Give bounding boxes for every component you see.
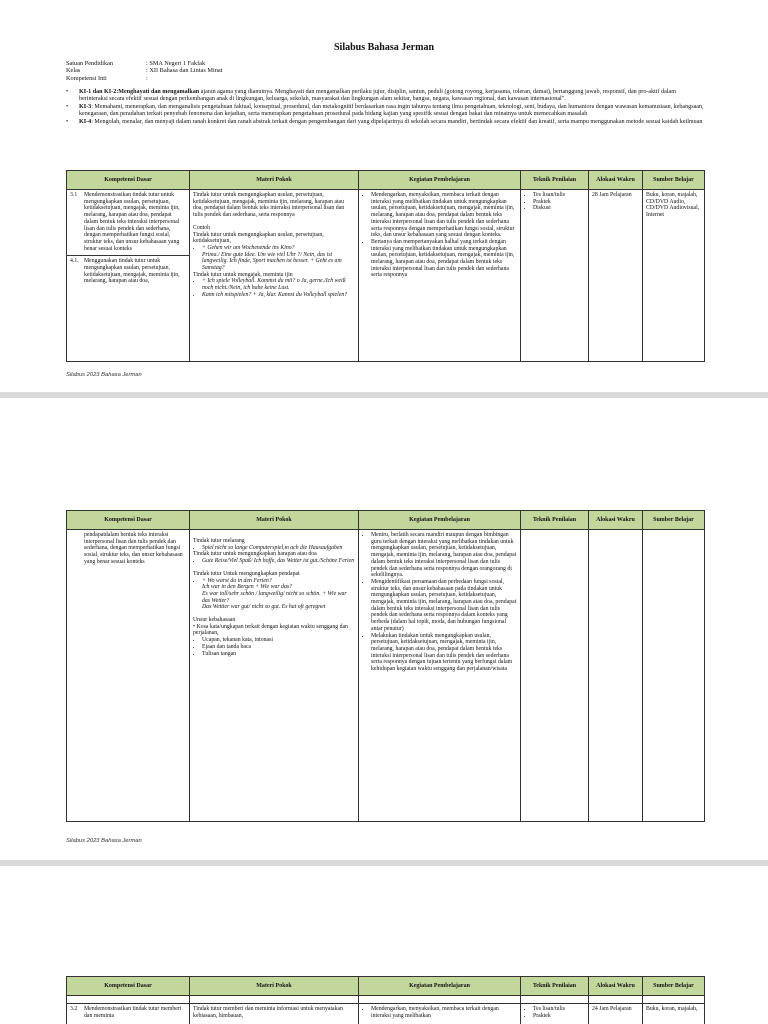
header-kegiatan: Kegiatan Pembelajaran [359, 171, 521, 190]
assessment-item: • Tes lisan/tulis [533, 1006, 585, 1013]
cell-kegiatan [359, 190, 521, 362]
assessment-item: • Diskusi [533, 205, 585, 212]
header-alokasi: Alokasi Wakru [589, 511, 643, 530]
activity-item: • Melakukan tindakan untuk mengungkapkan usulan, persetujuan, ketidaksetujuan, mengajak, meminta ijin, melarang, harapan atau doa, pendapat dalam bentuk teks interaksi interpersonal lisan dan tulis pendek dan sederhana serta responnya dengan tujuan tertentu yang berfungsi dalam kehidupan kegiatan waktu senggang dan perjalanan/wisata [371, 633, 517, 673]
syllabus-table [66, 510, 705, 822]
cell-teknik [521, 530, 589, 822]
kompetensi-inti-list [66, 89, 706, 127]
cell-kompetensi-dasar: 3.1 Mendemonstrasikan tindak tutur untuk mengungkapkan usulan, persetujuan, ketidaksetujuan, mengajak, meminta ijin, melarang, harapan atau doa, pendapat dalam bentuk teks interaksi interpersonal lisan dan tulis pendek dan sederhana, dengan memperhatikan fungsi sosial, struktur teks, dan unsur kebahasaan yang benar sesuai konteks 4.1. Menggunakan tindak tutur untuk mengungkapkan usulan, persetujuan, ketidaksetujuan, mengajak, meminta ijin, melarang, harapan atau doa, [67, 190, 190, 362]
language-element-item: • Ucapan, tekanan kata, intonasi [202, 637, 355, 644]
cell-materi-pokok: Tindak tutur melarang • Spiel nicht so lange Computerspiel,m ach die Hausaufgaben Tindak tutur untuk mengungkapkan harapan atau doa • Gute Reise/Viel Spaß/ Ich hoffe, das Wetter ist gut./Schöne Ferien Tindak tutur Untuk mengungkapkan pendapat • + Wo warst du in den Ferien? Ich war in den Bergen + Wie war das? Es war toll/sehr schön / langweilig/ nicht so schön. + Wie war das Wetter? Das Wettter war gut/ nicht so gut. Es hat oft geregnet Unsur kebahasaan • Kosa kata/ungkapan terkait dengan kegiatan waktu senggang dan perjalanan, • Ucapan, tekanan kata, intonasi • Ejaan dan tanda baca • Tulisan tangan [190, 530, 359, 822]
ki-item: • KI-3: Memahami, menerapkan, dan menganalisis pengetahuan faktual, konseptual, prosedural, dan metakognitif berdasarkan rasa ingin tahunya tentang ilmu pengetahuan, teknologi, seni, budaya, dan humaniora dengan wawasan kemanusiaan, kebangsaan, kenegaraan, dan peradaban terkait penyebab fenomena dan kejadian, serta menerapkan pengetahuan prosedural pada bidang kajian yang spesifik sesuai dengan bakat dan minatnya untuk memecahkan masalah [66, 104, 706, 119]
example-item: • + Wo warst du in den Ferien? [202, 578, 355, 585]
cell-sumber [643, 530, 705, 822]
example-item: • + Gehen wir am Wochenende ins Kino? [202, 245, 355, 252]
header-teknik: Teknik Penilaian [521, 171, 589, 190]
language-element-item: • Tulisan tangan [202, 651, 355, 658]
cell-materi-pokok: Tindak tutur memberi dan meminta informasi untuk menyatakan kebiasaan, himbauan, [190, 1004, 359, 1024]
syllabus-table [66, 976, 705, 1024]
cell-alokasi: 28 Jam Pelajaran [589, 190, 643, 362]
info-row: Kelas : XII Bahasa dan Lintas Minat [66, 67, 223, 75]
cell-kompetensi-dasar: pendapatdalam bentuk teks interaksi interpersonal lisan dan tulis pendek dan sederhana, dengan memperhatikan fungsi sosial, struktur teks, dan unsur kebahasaan yang benar sesuai konteks [67, 530, 190, 822]
assessment-item: • Praktek [533, 1013, 585, 1020]
header-teknik: Teknik Penilaian [521, 511, 589, 530]
header-alokasi: Alokasi Wakru [589, 977, 643, 996]
syllabus-table [66, 170, 705, 362]
example-item: • + Ich spiele Volleyball. Kommst du mit? o Ja, gerne./Ich weiß noch nicht./Nein, ich habe keine Lust. [202, 278, 355, 291]
document-title: Silabus Bahasa Jerman [333, 42, 435, 53]
activity-item: • Bertanya dan mempertanyakan halhal yang terkait dengan interaksi yang melibatkan tindakan untuk mengungkapkan usulan, persetujuan, ketidaksetujuan, mengajak, meminta ijin, melarang, harapan atau doa, pendapat dalam bentuk teks interaksi interpersonal lisan dan tulis pendek dan sederhana serta responnya [371, 239, 517, 279]
page-1 [0, 0, 768, 392]
header-kompetensi-dasar: Kompetensi Dasar [67, 977, 190, 996]
page-footer: Silabus 2023 Bahasa Jerman [66, 372, 142, 378]
info-row: Satuan Pendidikan : SMA Negeri 1 Fakfak [66, 60, 206, 67]
cell-materi-pokok: Tindak tutur untuk mengungkapkan usulan, persetujuan, ketidaksetujuan, mengajak, meminta ijin, melarang, harapan atau doa, pendapat dalam bentuk teks interaksi interpersonal lisan dan tulis pendek dan sederhana, serta responnya Contoh Tindak tutur untuk mengungkapkan usulan, persetujuan, ketidaksetujuan, • + Gehen wir am Wochenende ins Kino? Prima./ Eine gute Idee. Um wie viel Uhr ?/ Nein, das ist langweilig. Ich finde, Sport machen ist besser. + Geht es am Samstag? Tindak tutur untuk mengajak, meminta ijin • + Ich spiele Volleyball. Kommst du mit? o Ja, gerne./Ich weiß noch nicht./Nein, ich habe keine Lust. • Kann ich mitspielen? + Ja, klar. Kannst du Volleyball spielen? [190, 190, 359, 362]
cell-kegiatan [359, 1004, 521, 1024]
table-header-row [67, 977, 705, 996]
table-row [67, 190, 705, 362]
header-sumber: Sumber Belajar [643, 977, 705, 996]
page-2 [0, 398, 768, 860]
identity-block [66, 60, 222, 82]
header-sumber: Sumber Belajar [643, 511, 705, 530]
header-materi-pokok: Materi Pokok [190, 171, 359, 190]
header-kegiatan: Kegiatan Pembelajaran [359, 977, 521, 996]
table-row [67, 1004, 705, 1024]
table-spacer-row [67, 996, 705, 1004]
cell-sumber: Buku, koran, majalah, CD/DVD Audio, CD/DVD Audiovisual, Internet [643, 190, 705, 362]
table-header-row [67, 171, 705, 190]
table-row [67, 530, 705, 822]
assessment-item: • Tes lisan/tulis [533, 192, 585, 199]
header-kegiatan: Kegiatan Pembelajaran [359, 511, 521, 530]
header-kompetensi-dasar: Kompetensi Dasar [67, 171, 190, 190]
activity-item: • Mendengarkan, menyaksikan, membaca terkait dengan interaksi yang melibatkan tindakan untuk mengungkapkan usulan, persetujuan, ketidaksetujuan, mengajak, meminta ijin, melarang, harapan atau doa, pendapat dalam bentuk teks interaksi interpersonal lisan dan tulis pendek dan sederhana serta responnya dengan memperhatikan fungsi sosial, struktur teks, dan unsur kebahasaan yang sesuai dengan konteks. [371, 192, 517, 239]
activity-item: • Mengidentifikasi persamaan dan perbedaan fungsi sosial, struktur teks, dan unsur kebahasaan pada tindakan untuk mengungkapkan usulan, persetujuan, ketidaksetujuan, mengajak, meminta ijin, melarang, harapan atau doa, pendapat dalam bentuk teks interaksi interpersonal lisan dan tulis pendek dan sederhana serta responnya dalam konteks yang berbeda (dalam hal topik, moda, dan hubungan fungsional antar penutur) [371, 579, 517, 633]
header-kompetensi-dasar: Kompetensi Dasar [67, 511, 190, 530]
header-alokasi: Alokasi Wakru [589, 171, 643, 190]
cell-kegiatan [359, 530, 521, 822]
cell-alokasi [589, 530, 643, 822]
cell-teknik [521, 190, 589, 362]
activity-item: • Meniru, berlatih secara mandiri maupun dengan bimbingan guru terkait dengan interaksi yang melibatkan tindakan untuk mengungkapkan usulan, persetujuan, ketidaksetujuan, mengajak, meminta ijin, melarang, harapan atau doa, pendapat dalam bentuk teks interaksi interpersonal lisan dan tulis pendek dan sederhana serta responnya dengan orangorang di sekelilingnya. [371, 532, 517, 579]
cell-kompetensi-dasar: 3.2 Mendemonstrasikan tindak tutur memberi dan meminta [67, 1004, 190, 1024]
header-sumber: Sumber Belajar [643, 171, 705, 190]
cell-sumber: Buku, koran, majalah, [643, 1004, 705, 1024]
assessment-item: • Praktek [533, 199, 585, 206]
activity-item: • Mendengarkan, menyaksikan, membaca terkait dengan interaksi yang melibatkan [371, 1006, 517, 1019]
ki-item: • KI-1 dan KI-2:Menghayati dan mengamalkan ajaran agama yang dianutnya. Menghayati dan mengamalkan perilaku jujur, disiplin, santun, peduli (gotong royong, kerjasama, toleran, damai), bertanggung jawab, responsif, dan pro-aktif dalam berinteraksi secara efektif sesuai dengan perkembangan anak di lingkungan, keluarga, sekolah, masyarakat dan lingkungan alam sekitar, bangsa, negara, kawasan regional, dan kawasan internasional". [66, 89, 706, 104]
table-header-row [67, 511, 705, 530]
cell-alokasi: 24 Jam Pelajaran [589, 1004, 643, 1024]
page-3 [0, 866, 768, 1024]
example-item: • Spiel nicht so lange Computerspiel,m ach die Hausaufgaben [202, 545, 355, 552]
header-materi-pokok: Materi Pokok [190, 511, 359, 530]
header-teknik: Teknik Penilaian [521, 977, 589, 996]
info-row: Kompetensi Inti : [66, 74, 148, 82]
header-materi-pokok: Materi Pokok [190, 977, 359, 996]
example-item: • Gute Reise/Viel Spaß/ Ich hoffe, das Wetter ist gut./Schöne Ferien [202, 558, 355, 565]
language-element-item: • Ejaan dan tanda baca [202, 644, 355, 651]
page-footer: Silabus 2023 Bahasa Jerman [66, 838, 142, 844]
cell-teknik [521, 1004, 589, 1024]
ki-item: • KI-4: Mengolah, menalar, dan menyaji dalam ranah konkret dan ranah abstrak terkait dengan pengembangan dari yang dipelajarinya di sekolah secara mandiri, bertindak secara efektif dan kreatif, serta mampu menggunakan metode sesuai kaidah keilmuan [66, 119, 706, 126]
example-item: • Kann ich mitspielen? + Ja, klar. Kannst du Volleyball spielen? [202, 292, 355, 299]
